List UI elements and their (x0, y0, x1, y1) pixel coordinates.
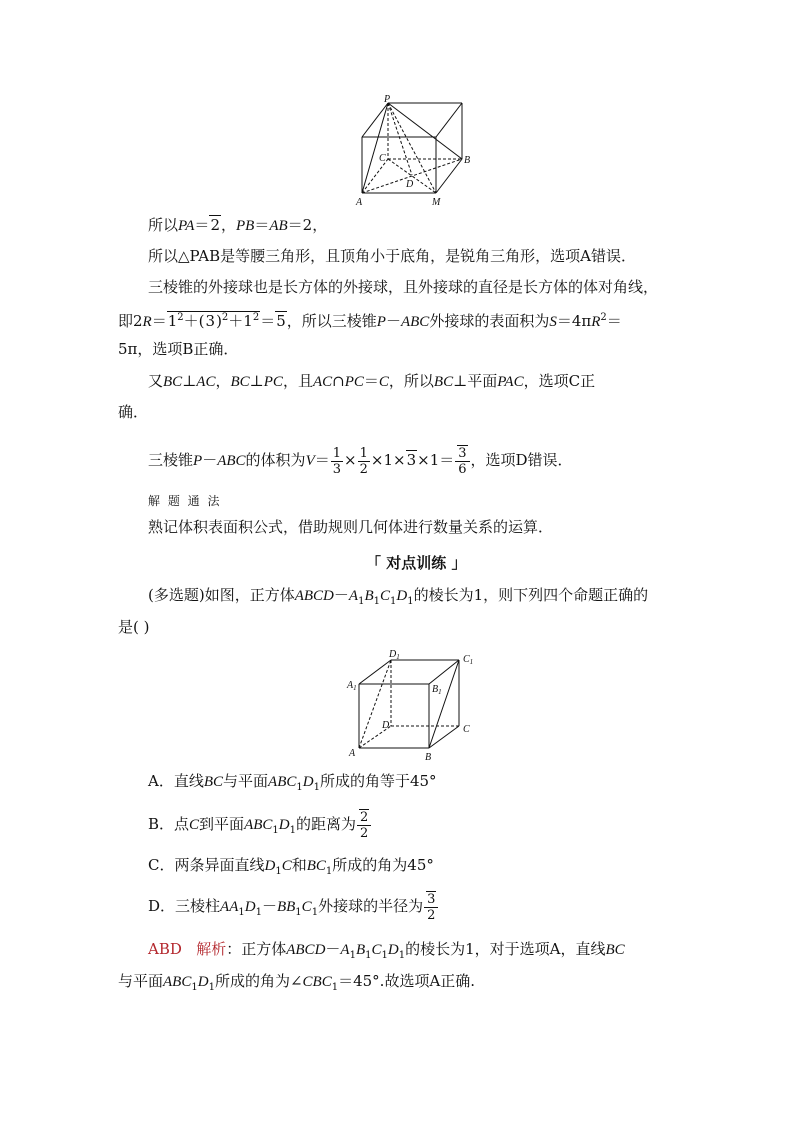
line-radius: 即$2R=1^2+(3)^2+1^2=5$，所以三棱锥P－ABC外接球的表面积为$S=4\pi R^2=$ (118, 312, 622, 330)
figure-pyramid-in-box (352, 95, 482, 210)
line-perp: 又BC⊥AC，BC⊥PC，且AC∩PC＝C，所以BC⊥平面PAC，选项C正 (148, 372, 596, 390)
line-area: 5π，选项B正确． (118, 340, 239, 358)
option-c: C．两条异面直线$D_1C$和$BC_1$所成的角为45° (148, 856, 434, 877)
method-heading: 解 题 通 法 (148, 494, 222, 508)
answer-line-2: 与平面$ABC_1D_1$所成的角为$\angle CBC_1=45^\circ$.故选项A正确. (118, 972, 476, 993)
option-d: D．三棱柱$AA_1D_1-BB_1C_1$外接球的半径为 $\frac{3}{2}$ (148, 886, 708, 933)
question-stem-1: (多选题)如图，正方体$ABCD-A_1B_1C_1D_1$的棱长为1，则下列四个命题正确的 (148, 586, 649, 607)
label-C: C (463, 724, 470, 735)
label-B1: $B_1$ (432, 684, 442, 696)
label-D1: $D_1$ (389, 649, 400, 661)
label-M: M (432, 197, 441, 208)
label-B: B (464, 155, 471, 166)
label-A1: $A_1$ (347, 680, 357, 692)
option-a: A．直线BC与平面$ABC_1D_1$所成的角等于45° (148, 772, 437, 793)
label-D: D (382, 720, 390, 731)
training-heading: 「 对点训练 」 (366, 554, 467, 572)
label-C1: $C_1$ (463, 654, 474, 666)
question-stem-2: 是( ) (118, 618, 150, 636)
line-sphere: 三棱锥的外接球也是长方体的外接球，且外接球的直径是长方体的体对角线， (148, 278, 659, 296)
answer-line-1: ABD 解析：正方体$ABCD-A_1B_1C_1D_1$的棱长为1，对于选项A，直线BC (148, 940, 625, 961)
figure-cube (345, 648, 480, 763)
option-b: B．点C到平面$ABC_1D_1$的距离为 $\frac{2}{2}$ (148, 804, 708, 851)
label-A: A (349, 748, 356, 759)
line-triangle: 所以△PAB是等腰三角形，且顶角小于底角，是锐角三角形，选项A错误． (148, 247, 636, 265)
answer-key: ABD (148, 940, 182, 958)
line-pa-pb: 所以PA＝2，PB＝AB＝2， (148, 216, 328, 234)
label-C: C (379, 153, 386, 164)
label-A: A (356, 197, 363, 208)
answer-label: 解析 (196, 940, 227, 958)
method-text: 熟记体积表面积公式，借助规则几何体进行数量关系的运算． (148, 518, 554, 536)
label-D: D (406, 179, 414, 190)
line-volume: 三棱锥P－ABC的体积为V＝ $\frac{1}{3}$ × $\frac{1}{2}$ ×1×3×1＝ $\frac{3}{6}$ ，选项D错误． (148, 445, 573, 477)
label-B: B (425, 752, 432, 763)
line-correct: 确． (118, 403, 149, 421)
label-P: P (384, 95, 391, 105)
